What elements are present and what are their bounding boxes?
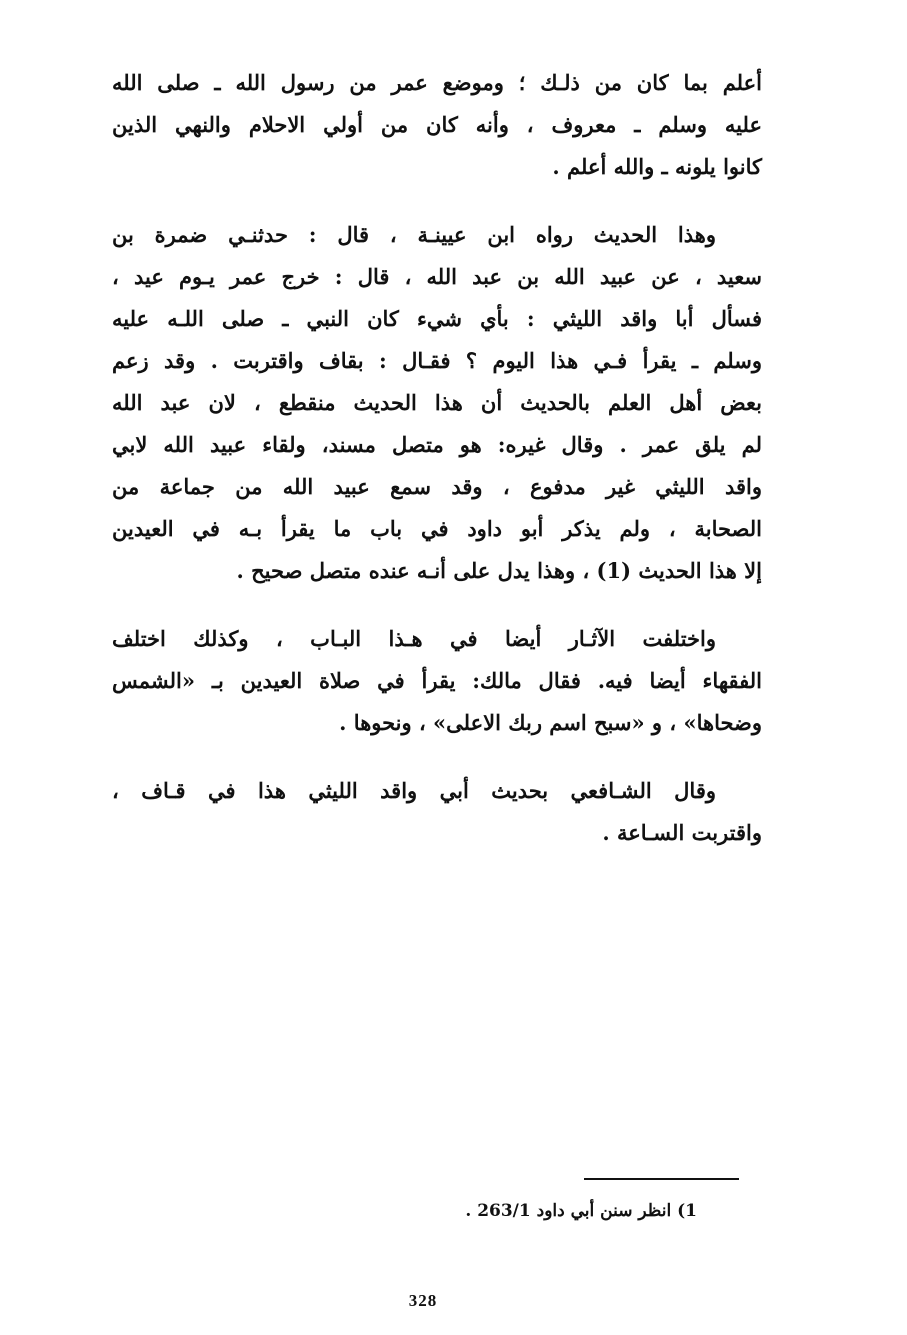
- text-line: وضحاها» ، و «سبح اسم ربك الاعلى» ، ونحوها .: [339, 710, 762, 735]
- page-number: 328: [408, 1291, 438, 1310]
- main-text: [112, 62, 762, 880]
- text-line: وسلم ـ يقرأ فـي هذا اليوم ؟ فقـال : بقاف واقتربت . وقد زعم: [112, 348, 762, 373]
- text-line: لم يلق عمر . وقال غيره: هو متصل مسند، ولقاء عبيد الله لابي: [112, 432, 762, 457]
- text-line: بعض أهل العلم بالحديث أن هذا الحديث منقطع ، لان عبد الله: [112, 390, 762, 415]
- paragraph-2: [112, 214, 762, 592]
- text-line: سعيد ، عن عبيد الله بن عبد الله ، قال : خرج عمر يـوم عيد ،: [112, 264, 762, 289]
- text-line: وهذا الحديث رواه ابن عيينـة ، قال : حدثنـي ضمرة بن: [112, 222, 716, 247]
- text-line: واقد الليثي غير مدفوع ، وقد سمع عبيد الله من جماعة من: [112, 474, 762, 499]
- text-line: واقتربت السـاعة .: [602, 820, 762, 845]
- text-line: عليه وسلم ـ معروف ، وأنه كان من أولي الاحلام والنهي الذين: [112, 112, 762, 137]
- text-line: كانوا يلونه ـ والله أعلم .: [552, 154, 762, 179]
- footnote: 1) انظر سنن أبي داود 263/1 .: [465, 1201, 697, 1221]
- paragraph-1: [112, 62, 762, 188]
- paragraph-3: [112, 618, 762, 744]
- footnote-divider: [584, 1178, 739, 1180]
- text-line: إلا هذا الحديث (1) ، وهذا يدل على أنـه عنده متصل صحيح .: [236, 558, 762, 583]
- paragraph-4: [112, 770, 762, 854]
- text-line: الفقهاء أيضا فيه. فقال مالك: يقرأ في صلاة العيدين بـ «الشمس: [112, 668, 762, 693]
- text-line: أعلم بما كان من ذلـك ؛ وموضع عمر من رسول الله ـ صلى الله: [112, 70, 762, 95]
- text-line: وقال الشـافعي بحديث أبي واقد الليثي هذا في قـاف ،: [112, 778, 716, 803]
- text-line: الصحابة ، ولم يذكر أبو داود في باب ما يقرأ بـه في العيدين: [112, 516, 762, 541]
- text-line: فسأل أبا واقد الليثي : بأي شيء كان النبي ـ صلى اللـه عليه: [112, 306, 762, 331]
- text-line: واختلفت الآثـار أيضا في هـذا البـاب ، وكذلك اختلف: [112, 626, 716, 651]
